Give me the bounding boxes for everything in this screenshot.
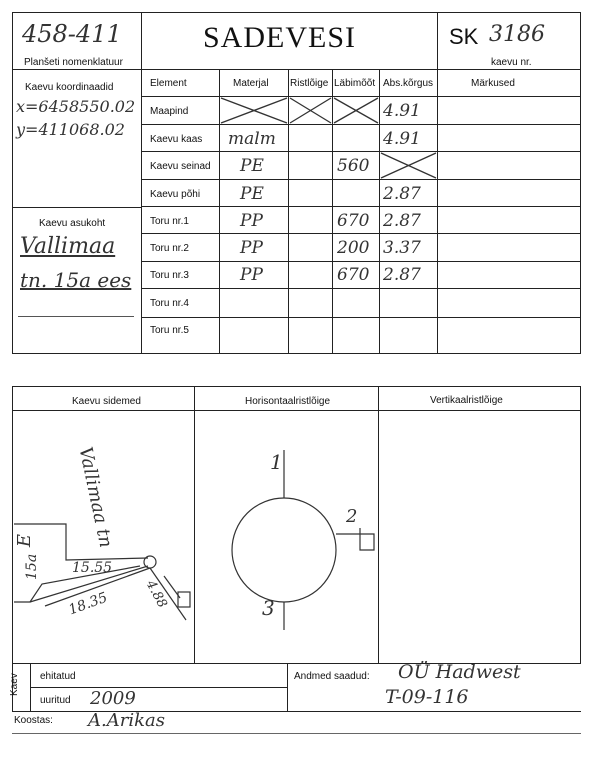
row-element-0: Maapind: [150, 106, 189, 117]
row-element-2: Kaevu seinad: [150, 161, 211, 172]
row-material-1: malm: [228, 129, 276, 149]
row-diameter-2: 560: [337, 156, 370, 176]
row-height-1: 4.91: [383, 129, 421, 149]
measured-label: uuritud: [40, 695, 71, 706]
source-ref: T-09-116: [385, 686, 469, 708]
map-sheet-value: 458-411: [22, 20, 122, 48]
location-line-2: tn. 15a ees: [20, 268, 132, 292]
author-value: A.Arikas: [88, 710, 165, 731]
map-sheet-label: Planšeti nomenklatuur: [24, 57, 123, 68]
row-height-3: 2.87: [383, 184, 421, 204]
coordinates-label: Kaevu koordinaadid: [25, 82, 114, 93]
sketch-street-label: Vallimaa tn: [74, 445, 117, 550]
section-horizontal-title: Horisontaalristlõige: [245, 396, 331, 407]
well-number: 3186: [489, 22, 545, 47]
author-label: Koostas:: [14, 715, 53, 726]
location-line-1: Vallimaa: [20, 234, 116, 259]
row-element-6: Toru nr.3: [150, 270, 189, 281]
col-header-cross-section: Ristlõige: [290, 78, 329, 89]
sketch-dim-2: 18.35: [66, 589, 110, 619]
row-element-3: Kaevu põhi: [150, 189, 201, 200]
row-material-5: PP: [240, 238, 263, 258]
page-title: SADEVESI: [203, 21, 357, 54]
sketch-dim-1: 15.55: [72, 560, 113, 576]
coordinate-y: y=411068.02: [16, 120, 125, 139]
row-height-6: 2.87: [383, 265, 421, 285]
row-diameter-5: 200: [337, 238, 370, 258]
row-element-5: Toru nr.2: [150, 243, 189, 254]
built-label: ehitatud: [40, 671, 76, 682]
row-height-4: 2.87: [383, 211, 421, 231]
row-height-0: 4.91: [383, 101, 421, 121]
sketch-dim-15a: 15a: [24, 553, 40, 580]
row-material-6: PP: [240, 265, 263, 285]
row-element-7: Toru nr.4: [150, 298, 189, 309]
section-vertical-title: Vertikaalristlõige: [430, 395, 503, 406]
col-header-notes: Märkused: [471, 78, 515, 89]
source-label: Andmed saadud:: [294, 671, 370, 682]
location-label: Kaevu asukoht: [39, 218, 106, 229]
col-header-abs-height: Abs.kõrgus: [383, 78, 434, 89]
row-element-4: Toru nr.1: [150, 216, 189, 227]
row-material-2: PE: [240, 156, 264, 176]
row-diameter-6: 670: [337, 265, 370, 285]
row-height-5: 3.37: [383, 238, 421, 258]
sk-prefix: SK: [449, 24, 479, 49]
col-header-material: Materjal: [233, 78, 269, 89]
row-diameter-4: 670: [337, 211, 370, 231]
kaev-label: Kaev: [9, 673, 20, 696]
sketch-building-label: E: [14, 533, 36, 548]
row-element-8: Toru nr.5: [150, 325, 189, 336]
measured-value: 2009: [90, 688, 136, 709]
row-material-4: PP: [240, 211, 263, 231]
col-header-diameter: Läbimõõt: [334, 78, 376, 89]
coordinate-x: x=6458550.02: [16, 97, 136, 116]
well-no-label: kaevu nr.: [491, 57, 532, 68]
pipe-label-1: 1: [270, 450, 283, 474]
pipe-label-2: 2: [346, 506, 358, 527]
source-value: OÜ Hadwest: [398, 661, 521, 683]
row-element-1: Kaevu kaas: [150, 134, 203, 145]
pipe-label-3: 3: [262, 596, 275, 620]
section-links-title: Kaevu sidemed: [72, 396, 141, 407]
col-header-element: Element: [150, 78, 187, 89]
sketch-dim-3: 4.88: [142, 578, 170, 611]
row-material-3: PE: [240, 184, 264, 204]
